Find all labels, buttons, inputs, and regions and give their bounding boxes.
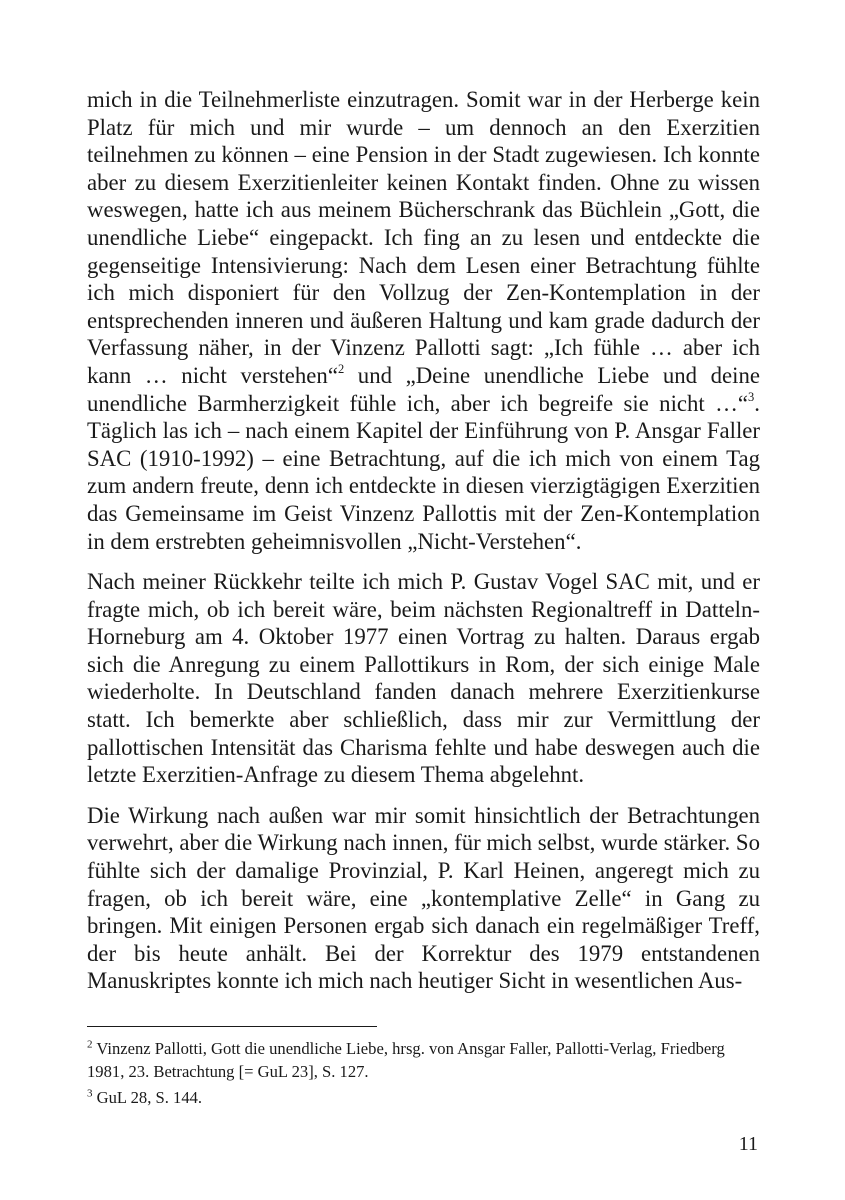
footnote-2	[87, 1037, 760, 1083]
paragraph-1	[87, 86, 760, 555]
paragraph-2: Nach meiner Rückkehr teilte ich mich P. Gustav Vogel SAC mit, und er fragte mich, ob ich bereit wäre, beim nächsten Regionaltreff in Datteln-Horneburg am 4. Oktober 1977 einen Vortrag zu halten. Daraus ergab sich die Anregung zu einem Pallottikurs in Rom, der sich einige Male wiederholte. In Deutschland fanden danach mehrere Exerzitienkurse statt. Ich bemerkte aber schließlich, dass mir zur Vermittlung der pallottischen Intensität das Charisma fehlte und habe deswegen auch die letzte Exerzitien-Anfrage zu diesem Thema abgelehnt.	[87, 569, 760, 788]
page-number: 11	[738, 1133, 758, 1155]
footnote-3	[87, 1086, 760, 1109]
footnote-separator	[87, 1026, 377, 1027]
footnote-ref-2[interactable]: 2	[337, 362, 345, 377]
footnote-number: 2	[87, 1038, 93, 1051]
footnote-number: 3	[87, 1087, 93, 1100]
body-text	[87, 86, 760, 995]
footnote-text: Vinzenz Pallotti, Gott die unendliche Liebe, hrsg. von Ansgar Faller, Pallotti-Verlag, Friedberg 1981, 23. Betrachtung [= GuL 23], S. 127.	[87, 1039, 725, 1081]
footnote-ref-3[interactable]: 3	[748, 389, 755, 404]
paragraph-1-part-3: . Täglich las ich – nach einem Kapitel der Einführung von P. Ansgar Faller SAC (1910-1992) – eine Betrachtung, auf die ich mich von einem Tag zum andern freute, denn ich entdeckte in diesen vierzigtägigen Exerzitien das Gemeinsame im Geist Vinzenz Pallottis mit der Zen-Kontemplation in dem erstrebten geheimnisvollen „Nicht-Verstehen“.	[87, 390, 760, 554]
footnote-text: GuL 28, S. 144.	[96, 1088, 203, 1107]
footnotes	[87, 1037, 760, 1112]
paragraph-3: Die Wirkung nach außen war mir somit hinsichtlich der Betrachtungen verwehrt, aber die Wirkung nach innen, für mich selbst, wurde stärker. So fühlte sich der damalige Provinzial, P. Karl Heinen, angeregt mich zu fragen, ob ich bereit wäre, eine „kontemplative Zelle“ in Gang zu bringen. Mit einigen Personen ergab sich danach ein regelmäßiger Treff, der bis heute anhält. Bei der Korrektur des 1979 entstandenen Manuskriptes konnte ich mich nach heutiger Sicht in wesentlichen Aus-	[87, 802, 760, 994]
paragraph-1-part-1: mich in die Teilnehmerliste einzutragen. Somit war in der Herberge kein Platz für mich und mir wurde – um dennoch an den Exerzitien teilnehmen zu können – eine Pension in der Stadt zugewiesen. Ich konnte aber zu diesem Exerzitienleiter keinen Kontakt finden. Ohne zu wissen weswegen, hatte ich aus meinem Bücherschrank das Büchlein „Gott, die unendliche Liebe“ eingepackt. Ich fing an zu lesen und entdeckte die gegenseitige Intensivierung: Nach dem Lesen einer Betrachtung fühlte ich mich disponiert für den Vollzug der Zen-Kontemplation in der entsprechenden inneren und äußeren Haltung und kam grade dadurch der Verfassung näher, in der Vinzenz Pallotti sagt: „Ich fühle … aber ich kann … nicht verstehen“	[87, 87, 760, 388]
paragraph-1-part-2: und „Deine unendliche Liebe und deine unendliche Barmherzigkeit fühle ich, aber ich begreife sie nicht …“	[87, 362, 760, 416]
